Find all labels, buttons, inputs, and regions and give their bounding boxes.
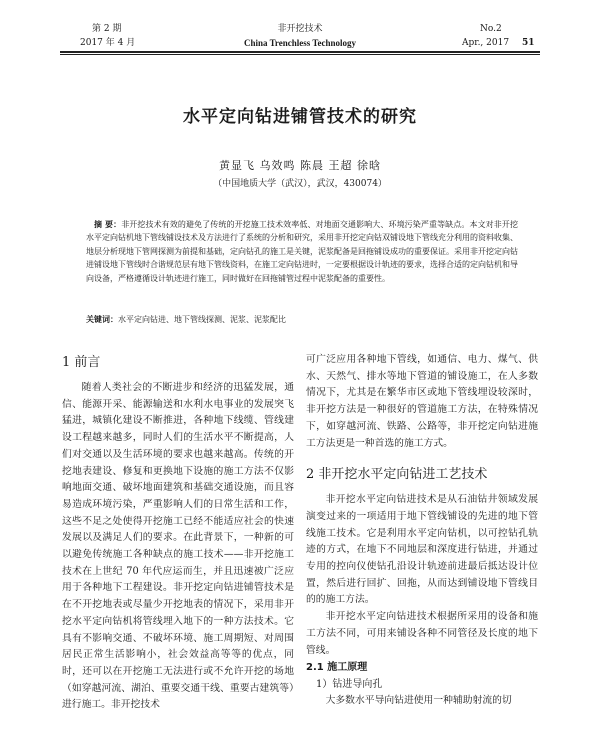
header-journal-en: China Trenchless Technology [243, 38, 357, 48]
section-1-heading: 1 前言 [62, 355, 101, 370]
abstract-text: 非开挖技术有效的避免了传统的开挖施工技术效率低、对地面交通影响大、环境污染严重等缺点。本文对非开挖水平定向钻机地下管线铺设技术及方法进行了系统的分析和研究，采用非开挖定向钻双铺设地下管线充分利用的资料收集、地层分析现地下管网探测为前提和基础，定向钻孔的施工是关键，泥浆配备是回拖铺设成功的重要保证。采用非开挖定向钻进铺设地下管线时合谐规范层有地下管线资料，在施工定向钻进时，一定要根据设计轨迹的要求，选择合适的定向钻机和导向设备，严格遵循设计轨迹进行施工，同时做好在回拖铺管过程中泥浆配备的重要性。 [86, 220, 518, 283]
header-page-number: 51 [522, 38, 535, 48]
subsubsection-1-heading: 1）钻进导向孔 [316, 679, 383, 691]
header-date-en: Apr., 2017 [462, 38, 510, 48]
header-journal-cn: 非开挖技术 [277, 24, 323, 34]
section-2-paragraph-1: 非开挖水平定向钻进技术是从石油钻井领域发展演变过来的一项适用于地下管线铺设的先进的地下管线施工技术。它是利用水平定向钻机，以可控钻孔轨迹的方式，在地下不同地层和深度进行钻进，并通过专用的控向仪使钻孔沿设计轨迹前进最后抵达设计位置，然后进行回扩、回拖，从而达到铺设地下管线目的的施工方法。 [306, 494, 538, 606]
left-column [62, 352, 294, 714]
section-1-paragraph: 随着人类社会的不断进步和经济的迅猛发展，通信、能源开采、能源输送和水利水电事业的发展突飞猛进，城镇化建设不断推进，各种地下线缆、管线建设工程越来越多，同时人们的生活水平不断提高，人们对交通以及生活环境的要求也越来越高。传统的开挖地表建设、修复和更换地下设施的施工方法不仅影响地面交通、破坏地面建筑和基础交通设施，而且容易造成环境污染，严重影响人们的日常生活和工作，这些不足之处使得开挖施工已经不能适应社会的快速发展以及满足人们的要求。在此背景下，一种新的可以避免传统施工各种缺点的施工技术——非开挖施工技术在上世纪 70 年代应运而生，并且迅速被广泛应用于各种地下工程建设。非开挖定向钻进铺管技术是在不开挖地表或尽量少开挖地表的情况下，采用非开挖水平定向钻机将管线埋入地下的一种方法技术。它具有不影响交通、不破坏环境、施工周期短、对周围居民正常生活影响小，社会效益高等等的优点，同时，还可以在开挖施工无法进行或不允许开挖的场地（如穿越河流、湖泊、重要交通干线、重要古建筑等）进行施工。非开挖技术 [62, 382, 294, 711]
keywords [86, 313, 518, 326]
header-date-cn: 2017 年 4 月 [80, 38, 136, 48]
header-issue-no: No.2 [480, 24, 502, 34]
subsection-2-1-heading: 2.1 施工原理 [306, 662, 368, 674]
abstract [86, 218, 518, 285]
abstract-label: 摘 要： [94, 220, 122, 229]
header-rule-bottom [60, 54, 540, 55]
section-2-paragraph-2: 非开挖水平定向钻进技术根据所采用的设备和施工方法不同，可用来铺设各种不同管径及长度的地下管线。 [306, 611, 538, 656]
section-1-continuation: 可广泛应用各种地下管线，如通信、电力、煤气、供水、天然气、排水等地下管道的铺设施工，在人多数情况下，尤其是在繁华市区或地下管线埋设较深时，非开挖方法是一种很好的管道施工方法，在特殊情况下，如穿越河流、铁路、公路等，非开挖定向钻进施工方法更是一种首选的施工方式。 [306, 354, 538, 449]
keywords-text: 水平定向钻进、地下管线探测、泥浆、泥浆配比 [118, 315, 286, 324]
header-rule-top [60, 51, 540, 53]
right-column [306, 352, 538, 710]
section-2-heading: 2 非开挖水平定向钻进工艺技术 [306, 467, 488, 483]
article-title: 水平定向钻进铺管技术的研究 [183, 107, 417, 127]
article-authors: 黄显飞 乌效鸣 陈晨 王超 徐晗 [219, 159, 381, 172]
header-issue-cn: 第 2 期 [92, 24, 122, 34]
article-affiliation: （中国地质大学（武汉），武汉，430074） [213, 179, 387, 189]
right-column-last-line: 大多数水平导向钻进使用一种辅助射流的切 [325, 695, 512, 707]
keywords-label: 关键词： [86, 315, 118, 324]
